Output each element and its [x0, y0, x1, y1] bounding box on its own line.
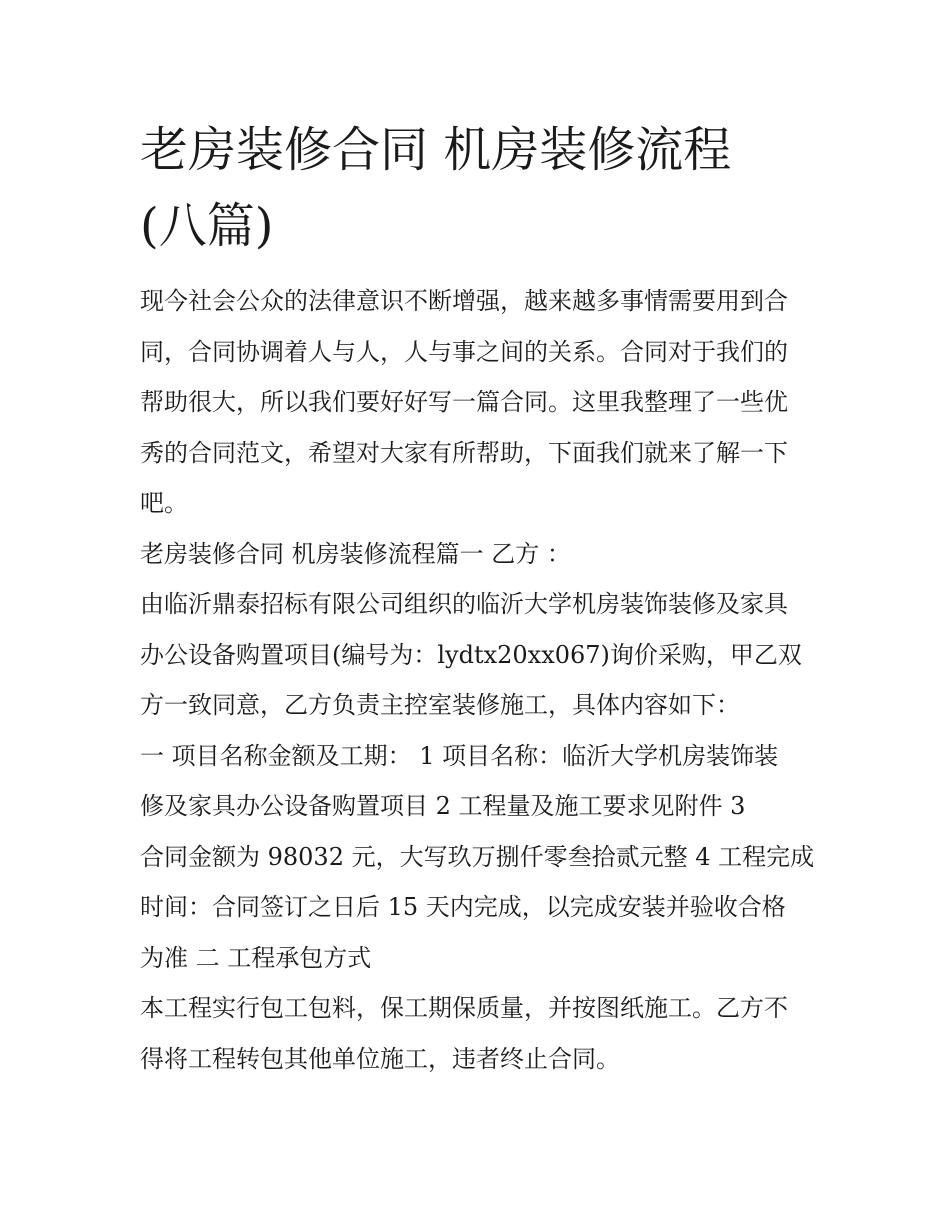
- intro-paragraph: [140, 276, 815, 529]
- document-title: [140, 112, 815, 264]
- text-line: 办公设备购置项目(编号为：lydtx20xx067)询价采购，甲乙双: [140, 640, 802, 669]
- text-line: 老房装修合同 机房装修流程篇一 乙方 ：: [140, 539, 571, 568]
- section-heading: [140, 529, 815, 580]
- text-line: 帮助很大，所以我们要好好写一篇合同。这里我整理了一些优: [140, 388, 788, 416]
- text-line: 吧。: [140, 489, 188, 517]
- title-line: 老房装修合同 机房装修流程: [140, 122, 732, 178]
- text-line: 一 项目名称金额及工期： 1 项目名称：临沂大学机房装饰装: [140, 741, 779, 770]
- document-page: [140, 112, 815, 1084]
- body-paragraph: [140, 983, 815, 1084]
- text-line: 方一致同意，乙方负责主控室装修施工，具体内容如下：: [140, 691, 740, 719]
- title-line: (八篇): [140, 198, 274, 254]
- text-line: 现今社会公众的法律意识不断增强，越来越多事情需要用到合: [140, 287, 788, 315]
- body-paragraph: [140, 731, 815, 984]
- text-line: 得将工程转包其他单位施工，违者终止合同。: [140, 1044, 620, 1073]
- text-line: 同，合同协调着人与人，人与事之间的关系。合同对于我们的: [140, 337, 788, 366]
- text-line: 时间：合同签订之日后 15 天内完成，以完成安装并验收合格: [140, 893, 786, 921]
- body-paragraph: [140, 579, 815, 731]
- text-line: 修及家具办公设备购置项目 2 工程量及施工要求见附件 3: [140, 792, 746, 820]
- text-line: 由临沂鼎泰招标有限公司组织的临沂大学机房装饰装修及家具: [140, 590, 788, 618]
- text-line: 合同金额为 98032 元，大写玖万捌仟零叁拾贰元整 4 工程完成: [140, 842, 815, 871]
- text-line: 为准 二 工程承包方式: [140, 943, 372, 972]
- text-line: 本工程实行包工包料，保工期保质量，并按图纸施工。乙方不: [140, 994, 788, 1022]
- text-line: 秀的合同范文，希望对大家有所帮助，下面我们就来了解一下: [140, 438, 788, 467]
